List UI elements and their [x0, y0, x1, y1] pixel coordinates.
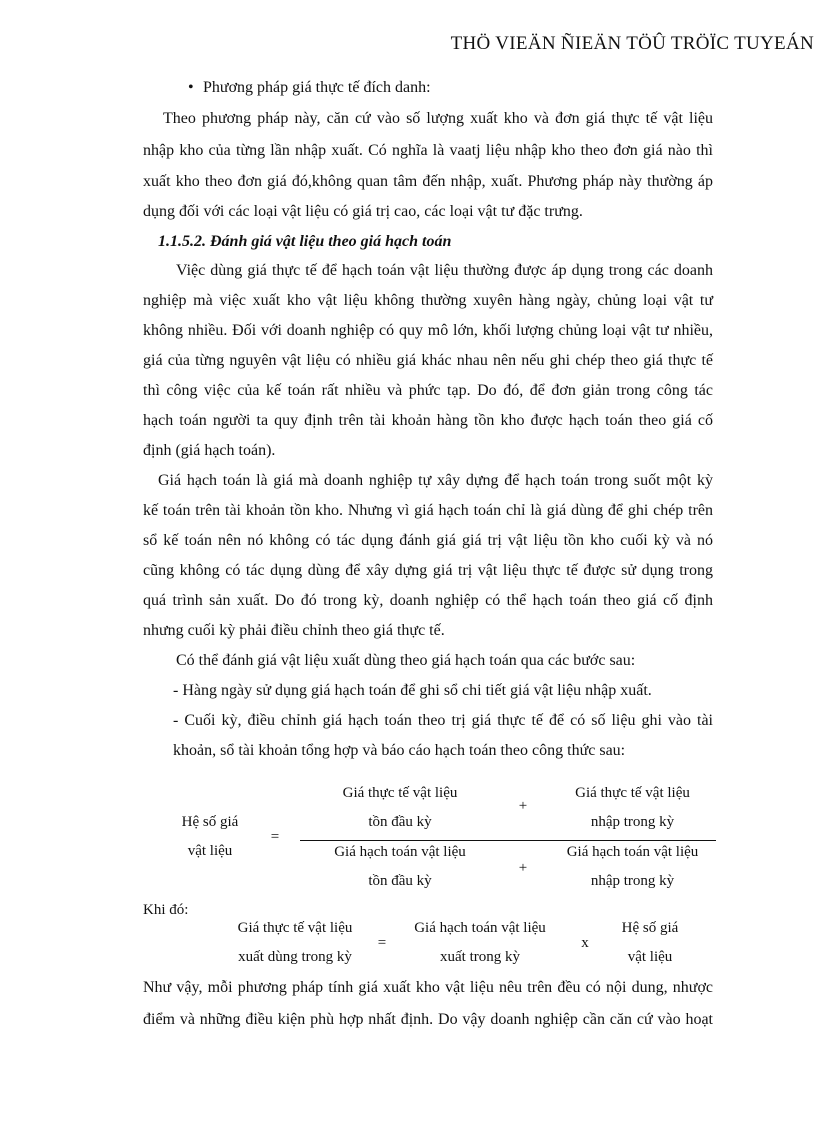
plus-sign: +	[518, 860, 528, 876]
paragraph-line: nghiệp mà việc xuất kho vật liệu không thường xuyên hàng ngày, chủng loại vật tư	[143, 292, 713, 309]
paragraph-line: xuất kho theo đơn giá đó,không quan tâm đến nhập, xuất. Phương pháp này thường áp	[143, 173, 713, 190]
paragraph-line: kế toán trên tài khoản tồn kho. Nhưng vì giá hạch toán chỉ là giá dùng để ghi chép trên	[143, 502, 713, 519]
step-item: khoản, sổ tài khoản tổng hợp và báo cáo hạch toán theo công thức sau:	[173, 742, 626, 759]
step-item: - Hàng ngày sử dụng giá hạch toán để ghi sổ chi tiết giá vật liệu nhập xuất.	[173, 682, 652, 699]
paragraph-line: hạch toán người ta quy định trên tài khoản hàng tồn kho được hạch toán theo giá cố	[143, 412, 713, 429]
paragraph-line: sổ kế toán nên nó không có tác dụng đánh giá giá trị vật liệu tồn kho cuối kỳ và nó	[143, 532, 713, 549]
denominator-right: Giá hạch toán vật liệu nhập trong kỳ	[566, 844, 699, 889]
paragraph-line: thì công việc của kế toán rất nhiều và phức tạp. Do đó, để đơn giản trong công tác	[143, 382, 713, 399]
paragraph-line: quá trình sản xuất. Do đó trong kỳ, doanh nghiệp có thể hạch toán theo giá cố định	[143, 592, 713, 609]
equals-sign: =	[270, 829, 280, 845]
times-sign: x	[581, 935, 589, 951]
formula2-lhs: Giá thực tế vật liệu xuất dùng trong kỳ	[237, 920, 353, 965]
numerator-left: Giá thực tế vật liệu tồn đầu kỳ	[342, 785, 458, 830]
paragraph-line: nhưng cuối kỳ phải điều chỉnh theo giá thực tế.	[143, 622, 445, 639]
section-heading: 1.1.5.2. Đánh giá vật liệu theo giá hạch toán	[158, 233, 452, 250]
paragraph-line: giá của từng nguyên vật liệu có nhiều giá khác nhau nên nếu ghi chép theo giá thực tế	[143, 352, 713, 369]
khi-do-label: Khi đó:	[143, 902, 189, 918]
page-header: THÖ VIEÄN ÑIEÄN TÖÛ TRÖÏC TUYEÁN	[450, 33, 814, 54]
formula2-middle: Giá hạch toán vật liệu xuất trong kỳ	[414, 920, 546, 965]
paragraph-line: Việc dùng giá thực tế để hạch toán vật liệu thường được áp dụng trong các doanh	[176, 262, 713, 279]
paragraph-line: không nhiều. Đối với doanh nghiệp có quy mô lớn, khối lượng chủng loại vật tư nhiều,	[143, 322, 713, 339]
paragraph-line: điểm và những điều kiện phù hợp nhất định. Do vậy doanh nghiệp cần căn cứ vào hoạt	[143, 1011, 713, 1028]
formula-lhs: Hệ số giá vật liệu	[181, 814, 239, 859]
paragraph-line: Theo phương pháp này, căn cứ vào số lượng xuất kho và đơn giá thực tế vật liệu	[163, 110, 713, 127]
paragraph-line: Như vậy, mỗi phương pháp tính giá xuất kho vật liệu nêu trên đều có nội dung, nhược	[143, 979, 713, 996]
bullet-marker: •	[188, 79, 194, 96]
paragraph-line: cũng không có tác dụng dùng để xây dựng giá trị vật liệu thực tế được sử dụng trong	[143, 562, 713, 579]
equals-sign: =	[377, 935, 387, 951]
step-item: - Cuối kỳ, điều chỉnh giá hạch toán theo trị giá thực tế để có số liệu ghi vào tài	[173, 712, 713, 729]
plus-sign: +	[518, 798, 528, 814]
paragraph-line: Giá hạch toán là giá mà doanh nghiệp tự xây dựng để hạch toán trong suốt một kỳ	[158, 472, 713, 489]
paragraph-line: dụng đối với các loại vật liệu có giá trị cao, các loại vật tư đặc trưng.	[143, 203, 583, 220]
paragraph-line: nhập kho của từng lần nhập xuất. Có nghĩa là vaatj liệu nhập kho theo đơn giá nào thì	[143, 142, 713, 159]
bullet-item: Phương pháp giá thực tế đích danh:	[203, 79, 431, 96]
paragraph-line: Có thể đánh giá vật liệu xuất dùng theo giá hạch toán qua các bước sau:	[176, 652, 636, 669]
numerator-right: Giá thực tế vật liệu nhập trong kỳ	[575, 785, 690, 830]
paragraph-line: định (giá hạch toán).	[143, 442, 276, 459]
denominator-left: Giá hạch toán vật liệu tồn đầu kỳ	[334, 844, 466, 889]
formula2-right: Hệ số giá vật liệu	[621, 920, 679, 965]
